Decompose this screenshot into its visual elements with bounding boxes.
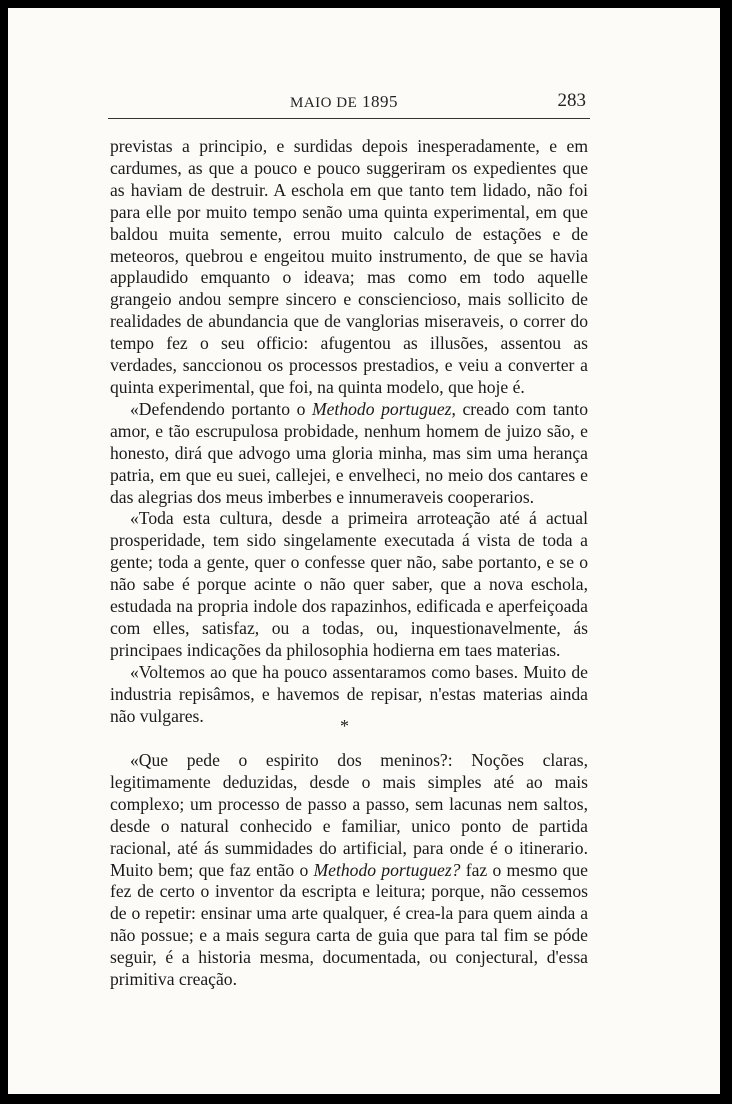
paragraph-1: previstas a principio, e surdidas depois inesperadamente, e em cardumes, as que a pouco e pouco suggeriram os expedientes que as haviam de destruir. A eschola em que tanto tem lidado, não foi para elle por muito tempo senão uma quinta experimental, em que baldou muita semente, errou muito calculo de estações e de meteoros, quebrou e engeitou muito instrumento, de que se havia applaudido emquanto o ideava; mas como em todo aquelle grangeio andou sempre sincero e consciencioso, mais sollicito de realidades de abundancia que de vanglorias miseraveis, o correr do tempo fez o seu officio: afugentou as illusões, assentou as verdades, sanccionou os processos prestadios, e veiu a converter a quinta experimental, que foi, na quinta modelo, que hoje é. — [110, 136, 588, 397]
running-head — [108, 90, 590, 119]
main-text — [110, 136, 588, 727]
book-page — [8, 8, 720, 1094]
paragraph-2: «Defendendo portanto o Methodo portuguez, creado com tanto amor, e tão escrupulosa probidade, nenhum homem de juizo são, e honesto, dirá que advogo uma gloria minha, mas sim uma herança patria, em que eu suei, callejei, e envelheci, no meio dos cantares e das alegrias dos meus imberbes e innumeraveis cooperarios. — [110, 398, 588, 507]
running-head-date: MAIO DE 1895 — [290, 92, 398, 111]
paragraph-4: «Voltemos ao que ha pouco assentaramos como bases. Muito de industria repisâmos, e havemos de repisar, n'estas materias ainda não vulgares. — [110, 661, 588, 726]
paragraph-3: «Toda esta cultura, desde a primeira arroteação até á actual prosperidade, tem sido singelamente executada á vista de toda a gente; toda a gente, quer o confesse quer não, sabe portanto, e se o não sabe é porque acinte o não quer saber, que a nova eschola, estudada na propria indole dos rapazinhos, edificada e aperfeiçoada com elles, satisfaz, ou a todas, ou, inquestionavelmente, ás principaes indicações da philosophia hodierna em taes materias. — [110, 508, 588, 660]
book-title-italic-2: Methodo portuguez? — [313, 859, 461, 880]
section-separator: * — [340, 716, 349, 736]
page-number: 283 — [557, 90, 586, 111]
main-text-continued — [110, 750, 588, 991]
paragraph-5: «Que pede o espirito dos meninos?: Noções claras, legitimamente deduzidas, desde o mais simples até ao mais complexo; um processo de passo a passo, sem lacunas nem saltos, desde o natural conhecido e familiar, unico ponto de partida racional, até ás summidades do artificial, para onde é o itinerario. Muito bem; que faz então o Methodo portuguez? faz o mesmo que fez de certo o inventor da escripta e leitura; porque, não cessemos de o repetir: ensinar uma arte qualquer, é crea-la para quem ainda a não possue; e a mais segura carta de guia que para tal fim se póde seguir, é a historia mesma, documentada, ou conjectural, d'essa primitiva creação. — [110, 750, 588, 990]
book-title-italic: Methodo portuguez — [311, 398, 452, 419]
